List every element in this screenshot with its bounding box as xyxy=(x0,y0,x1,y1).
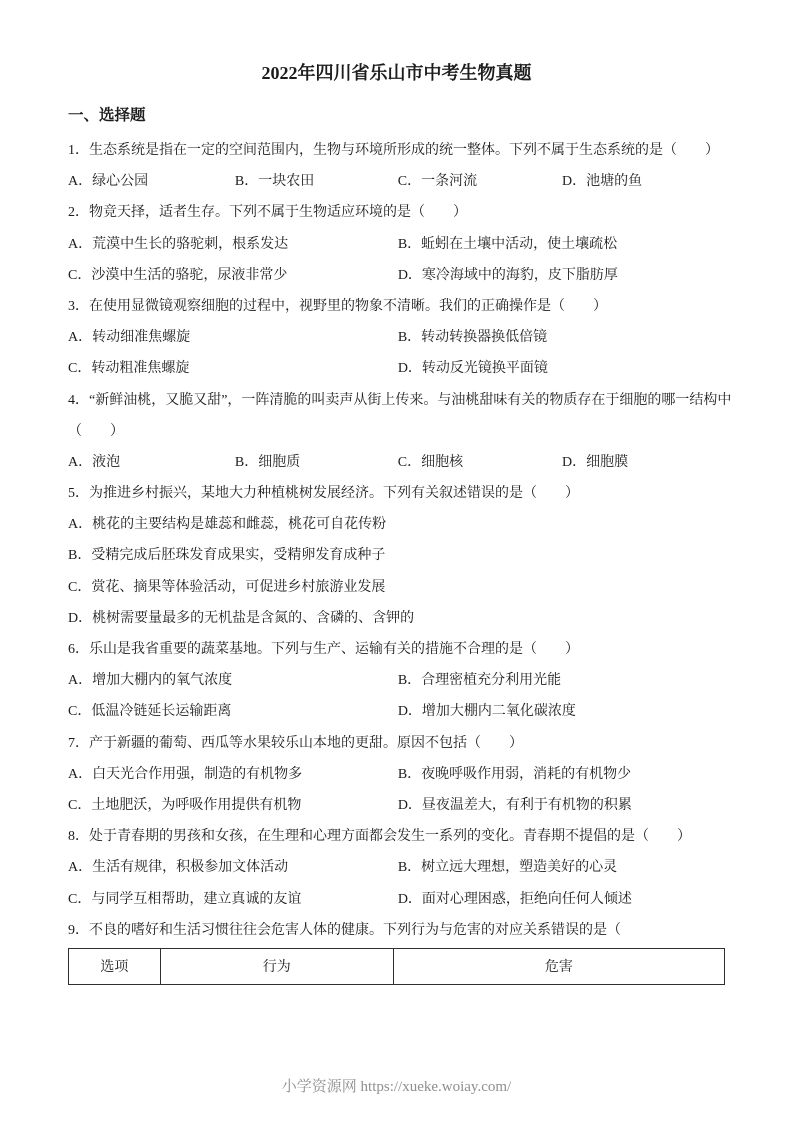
option-b: B．蚯蚓在土壤中活动，使土壤疏松 xyxy=(397,236,618,252)
question-9 xyxy=(68,915,725,985)
option-b: B．合理密植充分利用光能 xyxy=(397,673,562,689)
question-options-row xyxy=(68,696,725,727)
question-options-row xyxy=(68,790,725,821)
question-7 xyxy=(68,728,725,822)
option-a: A．白天光合作用强，制造的有机物多 xyxy=(68,766,303,782)
question-options-row xyxy=(68,852,725,883)
option-c: C．土地肥沃，为呼吸作用提供有机物 xyxy=(68,797,302,813)
option-b: B．树立远大理想，塑造美好的心灵 xyxy=(397,860,618,876)
option-d: D．细胞膜 xyxy=(562,454,629,470)
question-stem: 9．不良的嗜好和生活习惯往往会危害人体的健康。下列行为与危害的对应关系错误的是（ xyxy=(68,922,621,938)
option-d: D．转动反光镜换平面镜 xyxy=(397,361,548,377)
option-a: A．转动细准焦螺旋 xyxy=(68,330,191,346)
question-options-row xyxy=(68,665,725,696)
option-c: C．一条河流 xyxy=(397,174,478,190)
question-8 xyxy=(68,821,725,915)
question-options-row xyxy=(68,759,725,790)
question-3 xyxy=(68,291,725,385)
option-a: A．荒漠中生长的骆驼刺，根系发达 xyxy=(68,236,289,252)
question-stem: 7．产于新疆的葡萄、西瓜等水果较乐山本地的更甜。原因不包括（ ） xyxy=(68,735,523,751)
option-c: C．低温冷链延长运输距离 xyxy=(68,704,232,720)
question-options xyxy=(68,166,725,197)
question-options xyxy=(68,447,725,478)
question-options-row xyxy=(68,884,725,915)
section-heading: 一、选择题 xyxy=(68,107,146,124)
table-header-row xyxy=(69,948,725,984)
table-header-harm: 危害 xyxy=(393,948,724,984)
page-footer: 小学资源网 https://xueke.woiay.com/ xyxy=(281,1079,512,1095)
option-c: C．转动粗准焦螺旋 xyxy=(68,361,190,377)
question-1 xyxy=(68,135,725,197)
question-9-table xyxy=(68,948,725,985)
question-stem: 4．“新鲜油桃，又脆又甜”，一阵清脆的叫卖声从街上传来。与油桃甜味有关的物质存在于细胞的哪一结构中 xyxy=(68,392,732,408)
option-b: B．受精完成后胚珠发育成果实，受精卵发育成种子 xyxy=(68,548,386,564)
option-d: D．桃树需要量最多的无机盐是含氮的、含磷的、含钾的 xyxy=(68,610,415,626)
option-b: B．细胞质 xyxy=(234,454,301,470)
option-c: C．与同学互相帮助，建立真诚的友谊 xyxy=(68,891,302,907)
question-options-row xyxy=(68,322,725,353)
option-a: A．绿心公园 xyxy=(68,174,149,190)
table-header-option: 选项 xyxy=(69,948,161,984)
option-c: C．沙漠中生活的骆驼，尿液非常少 xyxy=(68,267,288,283)
option-d: D．面对心理困惑，拒绝向任何人倾述 xyxy=(397,891,632,907)
question-options-row xyxy=(68,353,725,384)
option-b: B．一块农田 xyxy=(234,174,315,190)
option-a: A．生活有规律，积极参加文体活动 xyxy=(68,860,289,876)
option-d: D．池塘的鱼 xyxy=(562,174,643,190)
option-b: B．夜晚呼吸作用弱，消耗的有机物少 xyxy=(397,766,632,782)
question-2 xyxy=(68,197,725,291)
question-stem: 6．乐山是我省重要的蔬菜基地。下列与生产、运输有关的措施不合理的是（ ） xyxy=(68,642,579,657)
page-title: 2022年四川省乐山市中考生物真题 xyxy=(261,63,532,83)
question-options-row xyxy=(68,229,725,260)
question-stem: 8．处于青春期的男孩和女孩，在生理和心理方面都会发生一系列的变化。青春期不提倡的是（ ） xyxy=(68,829,691,845)
option-c: C．细胞核 xyxy=(397,454,464,470)
question-5 xyxy=(68,478,725,634)
question-6 xyxy=(68,634,725,728)
option-a: A．桃花的主要结构是雄蕊和雌蕊，桃花可自花传粉 xyxy=(68,517,387,533)
option-a: A．增加大棚内的氧气浓度 xyxy=(68,673,233,689)
question-stem-bracket: （ ） xyxy=(68,423,124,439)
option-a: A．液泡 xyxy=(68,454,121,470)
option-d: D．增加大棚内二氧化碳浓度 xyxy=(397,704,576,720)
table-header-behavior: 行为 xyxy=(160,948,393,984)
question-stem: 2．物竞天择，适者生存。下列不属于生物适应环境的是（ ） xyxy=(68,205,467,221)
question-options-row xyxy=(68,260,725,291)
question-stem: 5．为推进乡村振兴，某地大力种植桃树发展经济。下列有关叙述错误的是（ ） xyxy=(68,486,579,502)
question-4 xyxy=(68,385,732,479)
question-stem: 3．在使用显微镜观察细胞的过程中，视野里的物象不清晰。我们的正确操作是（ ） xyxy=(68,298,607,314)
option-c: C．赏花、摘果等体验活动，可促进乡村旅游业发展 xyxy=(68,579,386,595)
question-stem: 1．生态系统是指在一定的空间范围内，生物与环境所形成的统一整体。下列不属于生态系统的是（ ） xyxy=(68,143,719,158)
option-d: D．寒冷海域中的海豹，皮下脂肪厚 xyxy=(397,267,618,283)
option-b: B．转动转换器换低倍镜 xyxy=(397,330,548,346)
option-d: D．昼夜温差大，有利于有机物的积累 xyxy=(397,797,632,813)
